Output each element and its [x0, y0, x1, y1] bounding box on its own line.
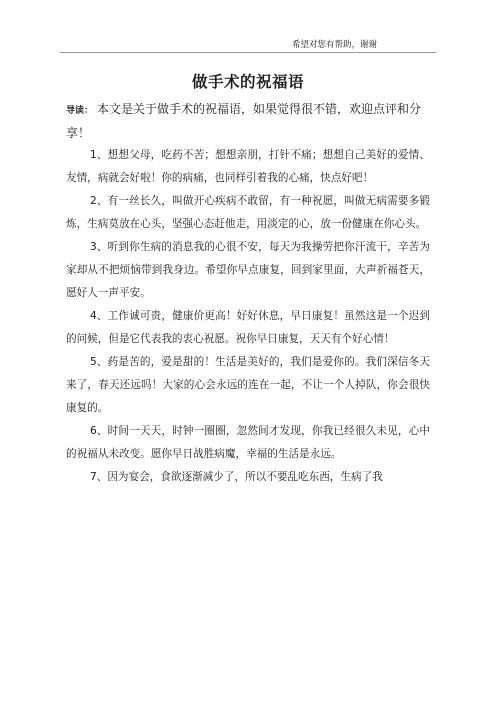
blessing-paragraph-4: 4、工作诚可贵，健康价更高！好好休息，早日康复！虽然这是一个迟到的问候，但是它代表我的衷心祝愿。祝你早日康复，天天有个好心情！ — [66, 310, 430, 345]
blessing-paragraph-5: 5、药是苦的，爱是甜的！生活是美好的，我们是爱你的。我们深信冬天来了，春天还远吗！大家的心会永远的连在一起，不让一个人掉队，你会很快康复的。 — [66, 356, 430, 414]
blessing-paragraph-6: 6、时间一天天，时钟一圈圈，忽然间才发现，你我已经很久未见，心中的祝福从未改变。愿你早日战胜病魔，幸福的生活是永远。 — [66, 425, 430, 460]
intro-text: 本文是关于做手术的祝福语，如果觉得很不错，欢迎点评和分享！ — [66, 102, 422, 140]
blessing-paragraph-7: 7、因为宴会，食欲逐渐减少了，所以不要乱吃东西，生病了我 — [90, 471, 383, 483]
blessing-paragraph-2: 2、有一丝长久，叫做开心疾病不敢留，有一种祝愿，叫做无病需要多锻炼，生病莫放在心头，坚强心态赶他走，用淡定的心，放一份健康在你心头。 — [66, 195, 430, 230]
blessing-paragraph-3: 3、听到你生病的消息我的心很不安，每天为我操劳把你汗流干，辛苦为家却从不把烦恼带到我身边。希望你早点康复，回到家里面，大声祈福苍天，愿好人一声平安。 — [66, 241, 430, 299]
header-note: 希望对您有帮助，谢谢 — [292, 40, 378, 50]
intro-paragraph — [66, 98, 430, 144]
document-body — [66, 98, 430, 489]
header-divider — [60, 52, 436, 53]
intro-label: 导读： — [66, 106, 94, 116]
blessing-paragraph-1: 1、想想父母，吃药不苦；想想亲朋，打针不痛；想想自己美好的爱情、友情，病就会好啦！你的病痛，也同样引着我的心痛，快点好吧！ — [66, 149, 430, 184]
document-title: 做手术的祝福语 — [191, 73, 304, 91]
